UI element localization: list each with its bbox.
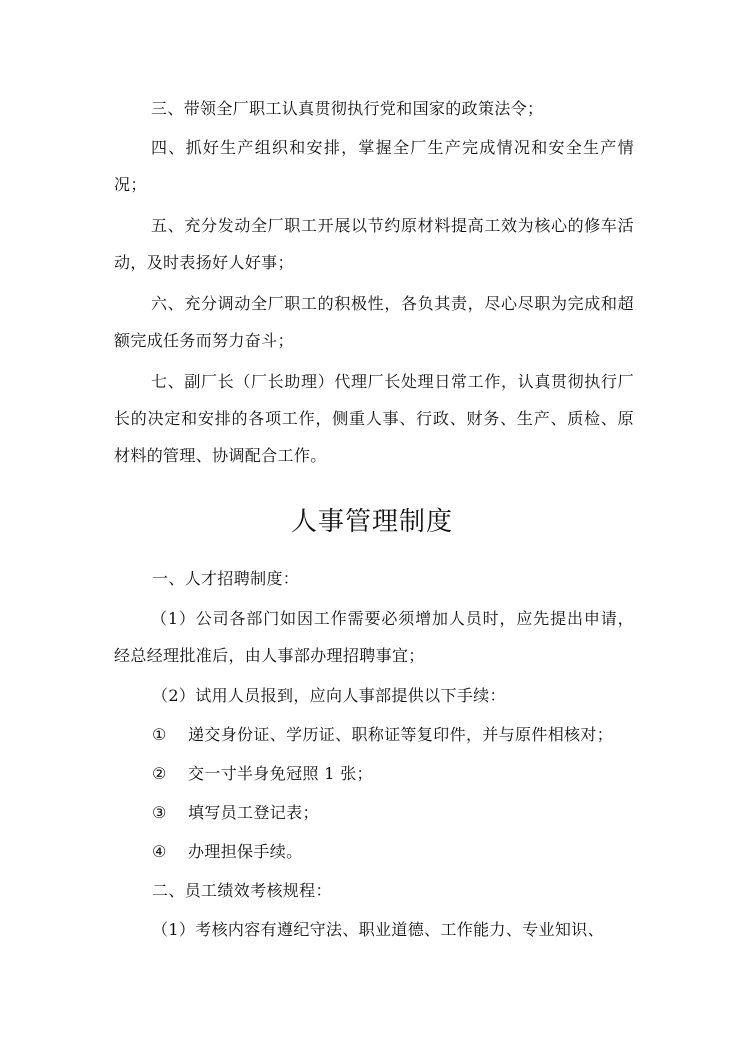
clause-three: （1）考核内容有遵纪守法、职业道德、工作能力、专业知识、	[152, 920, 604, 939]
list-item-text: 交一寸半身免冠照 1 张；	[188, 764, 373, 783]
list-item	[152, 755, 373, 792]
section-one-heading: 一、人才招聘制度：	[152, 569, 300, 588]
clause-two: （2）试用人员报到，应向人事部提供以下手续：	[152, 686, 506, 705]
list-marker: ③	[152, 803, 167, 822]
clause-one: （1）公司各部门如因工作需要必须增加人员时，应先提出申请，经总经理批准后，由人事部办理招聘事宜；	[114, 609, 634, 665]
section-two-heading: 二、员工绩效考核规程：	[152, 881, 332, 900]
list-marker: ②	[152, 764, 167, 783]
paragraph-five: 五、充分发动全厂职工开展以节约原材料提高工效为核心的修车活动，及时表扬好人好事；	[114, 216, 634, 272]
paragraph-three: 三、带领全厂职工认真贯彻执行党和国家的政策法令；	[151, 99, 544, 118]
list-item	[152, 794, 319, 831]
list-item	[152, 716, 613, 753]
paragraph-seven: 七、副厂长（厂长助理）代理厂长处理日常工作，认真贯彻执行厂长的决定和安排的各项工作，侧重人事、行政、财务、生产、质检、原材料的管理、协调配合工作。	[114, 372, 634, 465]
paragraph-six: 六、充分调动全厂职工的积极性，各负其责，尽心尽职为完成和超额完成任务而努力奋斗；	[114, 294, 634, 350]
list-marker: ④	[152, 842, 167, 861]
list-item-text: 办理担保手续。	[188, 842, 303, 861]
list-item	[152, 833, 302, 870]
list-marker: ①	[152, 725, 167, 744]
section-title: 人事管理制度	[290, 507, 453, 537]
list-item-text: 填写员工登记表；	[188, 803, 319, 822]
paragraph-four: 四、抓好生产组织和安排，掌握全厂生产完成情况和安全生产情况；	[114, 138, 634, 194]
list-item-text: 递交身份证、学历证、职称证等复印件，并与原件相核对；	[188, 725, 614, 744]
